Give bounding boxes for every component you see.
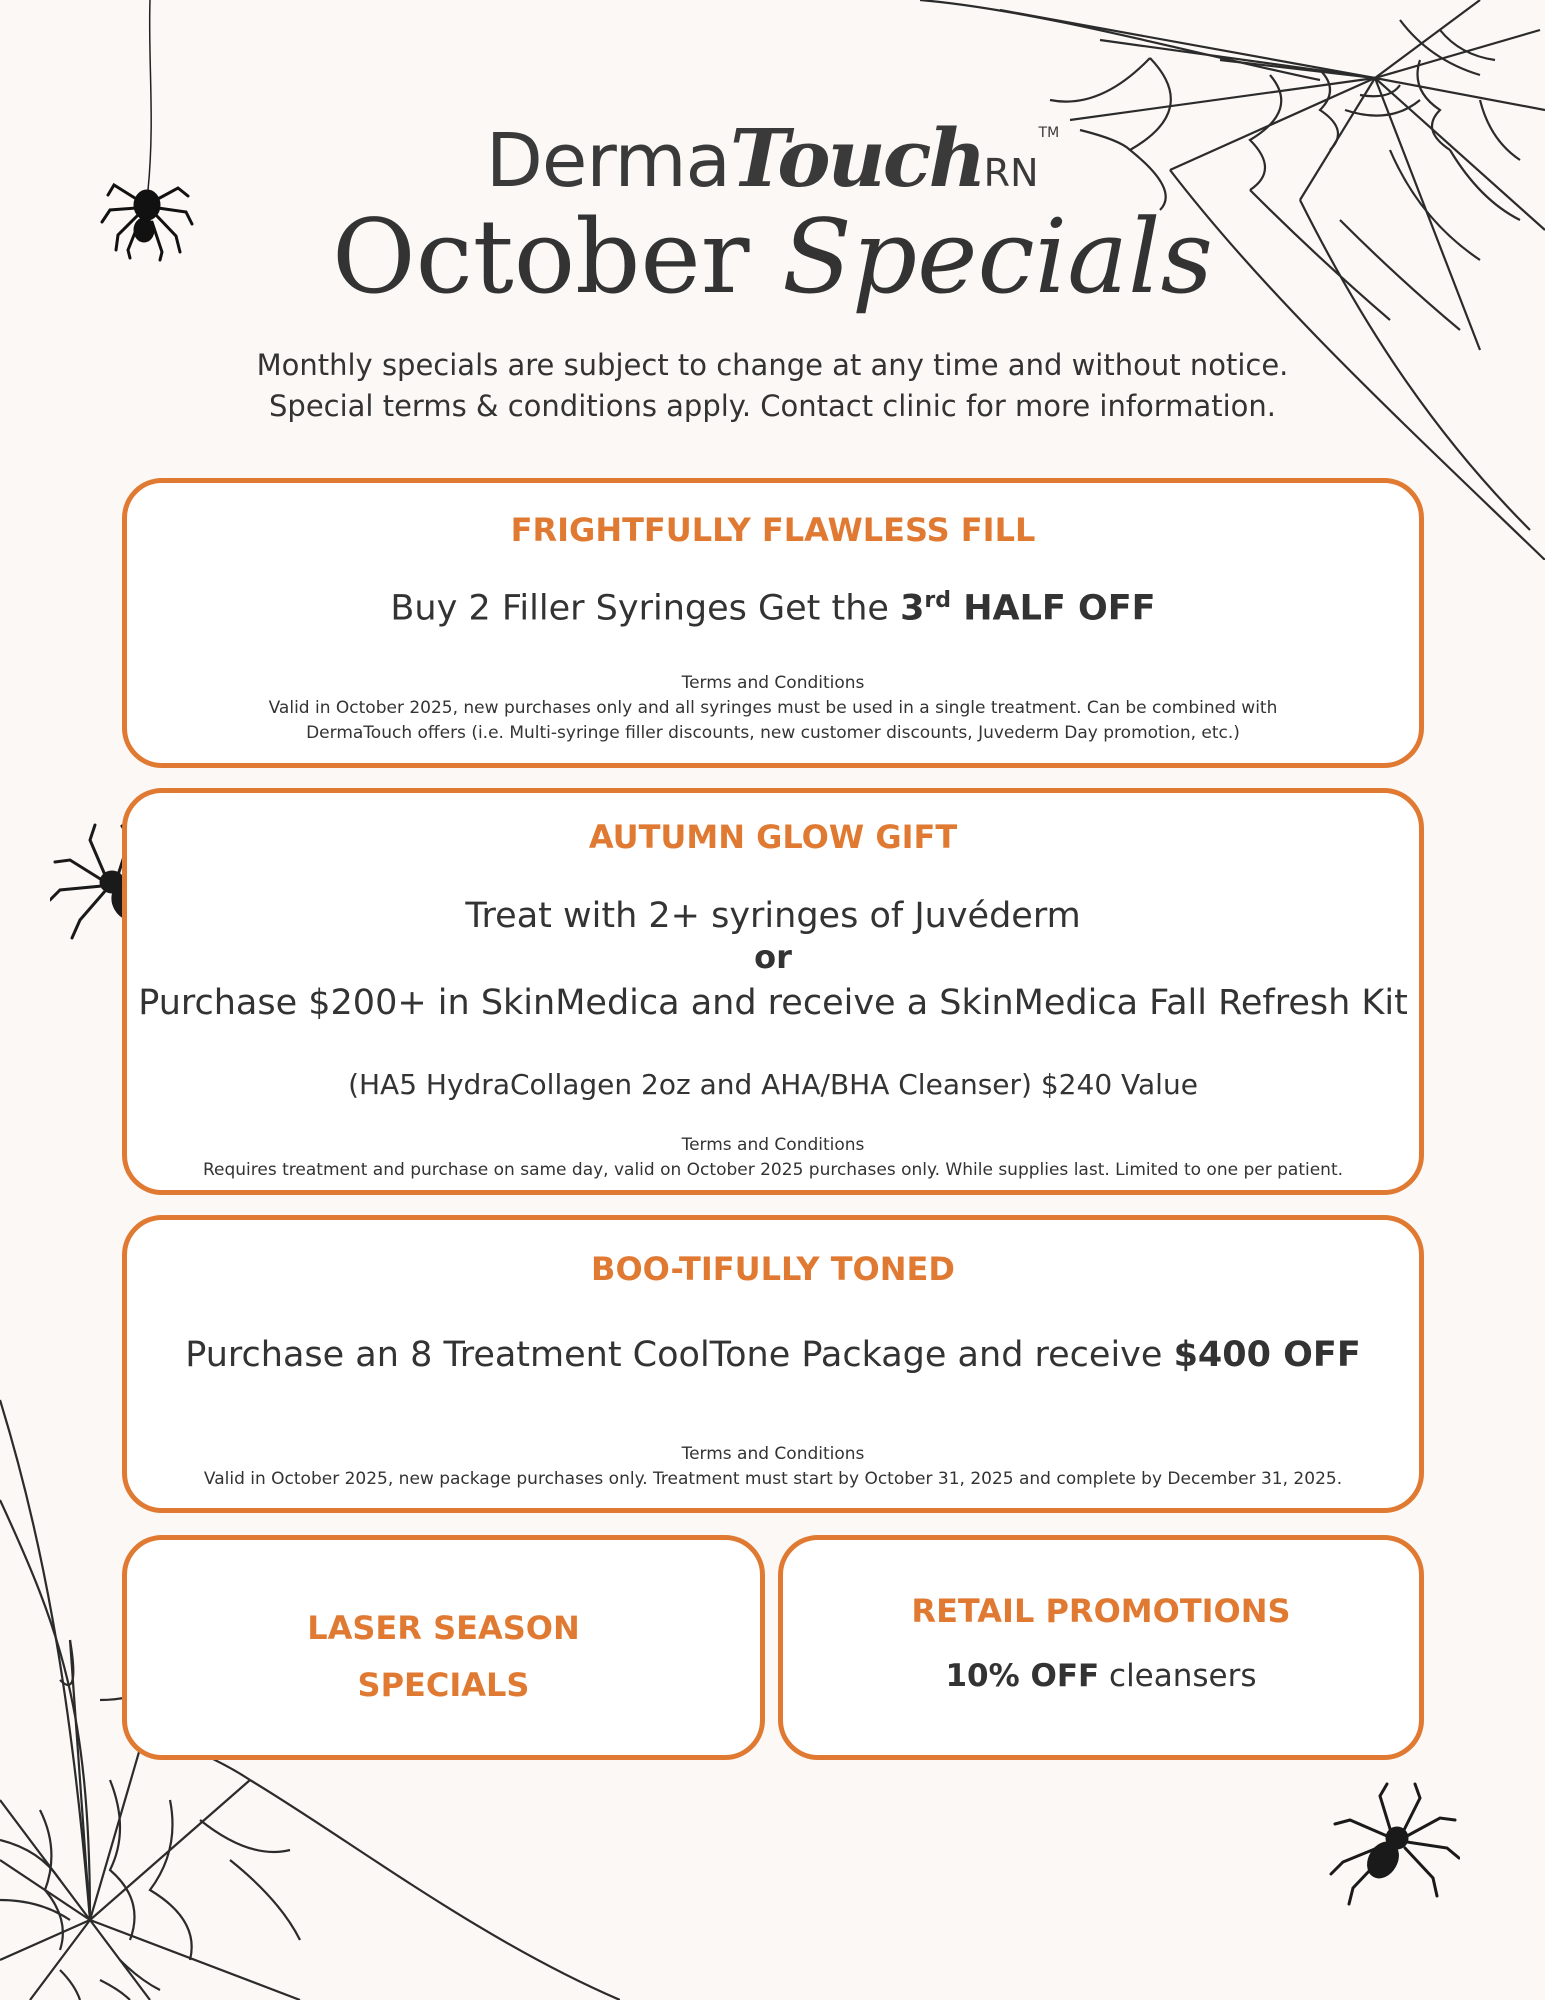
intro-line: Monthly specials are subject to change at any time and without notice. xyxy=(256,348,1289,382)
offer-heading: RETAIL PROMOTIONS xyxy=(911,1592,1291,1630)
offer-detail: (HA5 HydraCollagen 2oz and AHA/BHA Cleanser) $240 Value xyxy=(348,1068,1198,1101)
offer-card-retail xyxy=(778,1535,1424,1760)
offer-text: Purchase $200+ in SkinMedica and receive a SkinMedica Fall Refresh Kit xyxy=(138,983,1408,1023)
offer-card-laser xyxy=(122,1535,765,1760)
offer-heading: BOO-TIFULLY TONED xyxy=(591,1250,955,1288)
offer-terms: Terms and Conditions Valid in October 2025, new purchases only and all syringes must be used in a single treatment. Can be combined with DermaTouch offers (i.e. Multi-syringe filler discounts, new customer discounts, Juvederm Day promotion, etc.) xyxy=(268,673,1278,743)
offer-text: Buy 2 Filler Syringes Get the 3rd HALF OFF xyxy=(390,588,1156,629)
page-title: October Specials xyxy=(331,198,1214,317)
offer-or: or xyxy=(754,938,792,976)
offer-card-glow xyxy=(122,788,1424,1195)
intro-text xyxy=(0,345,1545,427)
offer-text: Purchase an 8 Treatment CoolTone Package and receive $400 OFF xyxy=(185,1335,1361,1375)
spider-icon xyxy=(1325,1780,1460,1910)
offer-card-fill xyxy=(122,478,1424,768)
offer-card-toned xyxy=(122,1215,1424,1513)
offer-terms: Terms and Conditions Requires treatment and purchase on same day, valid on October 2025 purchases only. While supplies last. Limited to one per patient. xyxy=(202,1135,1344,1180)
offer-text: 10% OFF cleansers xyxy=(945,1658,1257,1694)
brand-logo: DermaTouchRN™ xyxy=(485,111,1060,205)
offer-heading: LASER SEASON SPECIALS xyxy=(307,1609,580,1704)
offer-heading: AUTUMN GLOW GIFT xyxy=(588,818,958,856)
offer-text: Treat with 2+ syringes of Juvéderm xyxy=(465,896,1081,936)
offer-heading: FRIGHTFULLY FLAWLESS FILL xyxy=(510,511,1036,549)
intro-line: Special terms & conditions apply. Contact clinic for more information. xyxy=(269,389,1276,423)
offer-terms: Terms and Conditions Valid in October 2025, new package purchases only. Treatment must start by October 31, 2025 and complete by December 31, 2025. xyxy=(203,1444,1343,1489)
